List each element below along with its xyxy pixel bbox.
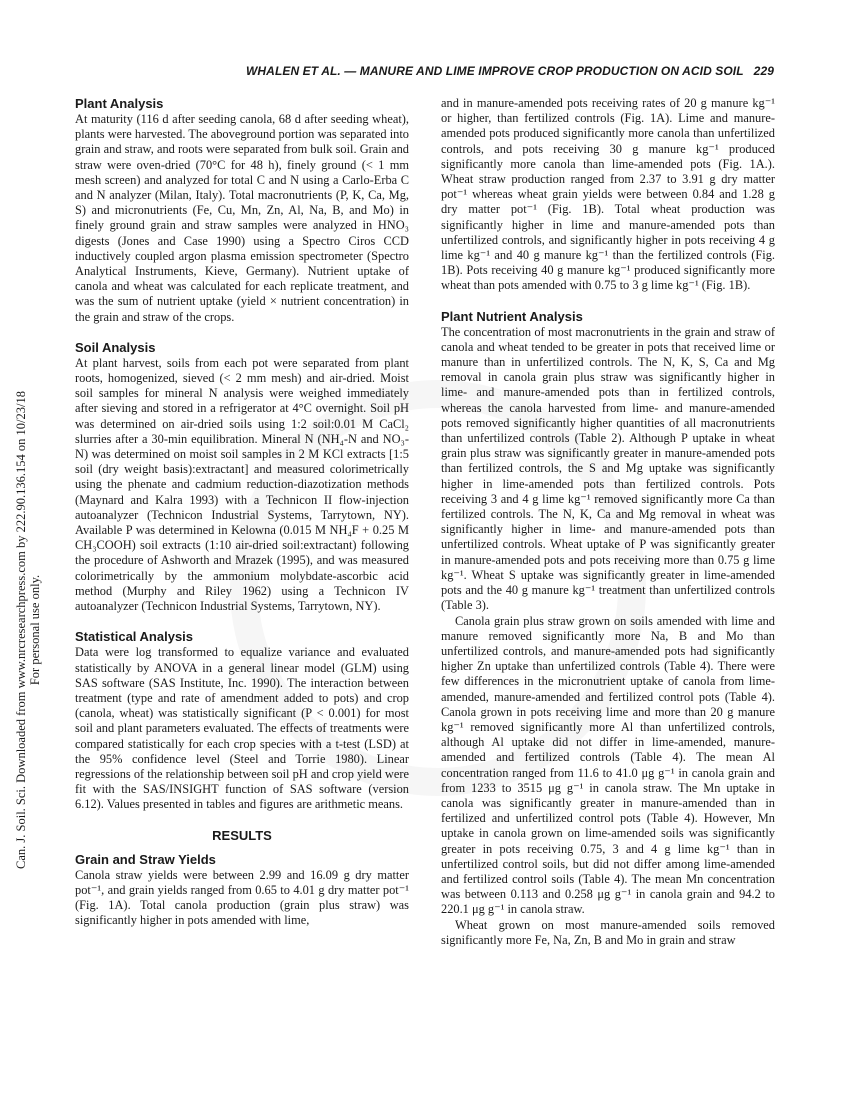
statistical-analysis-paragraph: Data were log transformed to equalize variance and evaluated statistically by ANOVA in a general linear model (GLM) using SAS software (SAS Institute, Inc. 1990). The interaction between treatment (type and rate of amendment added to pots) and crop (canola, wheat) was statistically significant (P < 0.001) for most soil and plant parameters evaluated. The effects of treatments were compared statistically for each crop species with a t-test (LSD) at the 95% confidence level (Steel and Torrie 1980). Linear regressions of the relationship between soil pH and crop yield were fit with the SAS/INSIGHT function of SAS software (version 6.12). Values presented in tables and figures are arithmetic means. [75,645,409,812]
soil-analysis-paragraph: At plant harvest, soils from each pot were separated from plant roots, homogenized, sieved (< 2 mm mesh) and air-dried. Moist soil samples for mineral N analysis were weighed immediately after sieving and stored in a refrigerator at 4°C overnight. Soil pH was determined on air-dried soils using 1:2 soil:0.01 M CaCl₂ slurries after a 30-min equilibration. Mineral N (NH₄-N and NO₃-N) was determined on moist soil samples in 2 M KCl extracts [1:5 soil (dry weight basis):extractant] and measured colorimetrically using the phenate and cadmium reduction-diazotization methods (Maynard and Kalra 1993) with a Technicon II flow-injection autoanalyzer (Technicon Industrial Systems, Tarrytown, NY). Available P was determined in Kelowna (0.015 M NH₄F + 0.25 M CH₃COOH) soil extracts (1:10 air-dried soil:extractant) following the procedure of Ashworth and Mrazek (1995), and was measured colorimetrically by the ammonium molybdate-ascorbic acid method (Murphy and Riley 1962) using a Technicon IV autoanalyzer (Technicon Industrial Systems, Tarrytown, NY). [75,355,409,614]
running-head [0,64,774,78]
statistical-analysis-heading: Statistical Analysis [75,629,194,645]
yields-continued-paragraph: and in manure-amended pots receiving rates of 20 g manure kg⁻¹ or higher, than fertilized controls (Fig. 1A). Lime and manure-amended pots produced significantly more canola than unfertilized controls, and pots receiving 30 g manure kg⁻¹ produced significantly more canola than lime-amended pots (Fig. 1A.). Wheat straw production ranged from 2.37 to 3.91 g dry matter pot⁻¹ whereas wheat grain yields were between 0.84 and 1.28 g dry matter pot⁻¹ (Fig. 1B). Total wheat production was significantly higher in lime and manure-amended pots than unfertilized controls, and significantly higher in pots receiving 4 g lime kg⁻¹ and 40 g manure kg⁻¹ than the fertilized controls (Fig. 1B). Pots receiving 40 g manure kg⁻¹ produced significantly more wheat than pots amended with 0.75 to 3 g lime kg⁻¹ (Fig. 1B). [441,96,775,293]
plant-nutrient-analysis-heading: Plant Nutrient Analysis [441,308,583,324]
download-notice-line2: For personal use only. [28,574,42,686]
soil-analysis-heading: Soil Analysis [75,339,156,355]
left-column [75,96,409,928]
page-number: 229 [753,64,774,78]
nutrient-paragraph-1: The concentration of most macronutrients in the grain and straw of canola and wheat tended to be greater in pots that received lime or manure than in unfertilized controls. The N, K, S, Ca and Mg removal in canola grain plus straw was significantly higher in lime- and manure-amended pots than in fertilized controls, whereas the canola harvested from lime- and manure-amended pots removed significantly higher quantities of all macronutrients than unfertilized controls (Table 2). Although P uptake in wheat grain plus straw was significantly greater in manure-amended pots than fertilized controls, the S and Mg uptake was significantly higher in lime-amended pots than fertilized controls. Pots receiving 3 and 4 g lime kg⁻¹ removed significantly more Ca than fertilized controls. The N, K, Ca and Mg removal in wheat was significantly higher in lime- and manure-amended pots than unfertilized controls. Wheat uptake of P was significantly greater in manure-amended pots and pots receiving more than 0.75 g lime kg⁻¹. Wheat S uptake was significantly greater in lime-amended pots and the 40 g manure kg⁻¹ treatment than unfertilized controls (Table 3). [441,324,775,613]
grain-straw-yields-paragraph: Canola straw yields were between 2.99 and 16.09 g dry matter pot⁻¹, and grain yields ranged from 0.65 to 4.01 g dry matter pot⁻¹ (Fig. 1A). Total canola production (grain plus straw) was significantly higher in pots amended with lime, [75,867,409,928]
results-heading: RESULTS [212,827,272,843]
plant-analysis-paragraph: At maturity (116 d after seeding canola, 68 d after seeding wheat), plants were harvested. The aboveground portion was separated into grain and straw, and roots were separated from bulk soil. Grain and straw were oven-dried (70°C for 48 h), finely ground (< 1 mm mesh screen) and analyzed for total C and N using a Carlo-Erba C and N analyzer (Milan, Italy). Total macronutrients (P, K, Ca, Mg, S) and micronutrients (Fe, Cu, Mn, Zn, Al, Na, B, and Mo) in finely ground grain and straw samples were analyzed in HNO₃ digests (Jones and Case 1990) using a Spectro Ciros CCD inductively coupled argon plasma emission spectrometer (Spectro Analytical Instruments, Kieve, Germany). Nutrient uptake of canola and wheat was calculated for each replicate treatment, and was the sum of nutrient uptake (yield × nutrient concentration) in the grain and straw of the crops. [75,112,409,324]
running-title: WHALEN ET AL. — MANURE AND LIME IMPROVE CROP PRODUCTION ON ACID SOIL [245,64,744,78]
grain-straw-yields-heading: Grain and Straw Yields [75,851,216,867]
download-notice [14,250,42,1010]
nutrient-paragraph-3: Wheat grown on most manure-amended soils removed significantly more Fe, Na, Zn, B and Mo in grain and straw [441,917,775,947]
right-column [441,96,775,948]
nutrient-paragraph-2: Canola grain plus straw grown on soils amended with lime and manure removed significantly more Na, B and Mo than unfertilized controls, and manure-amended pots had significantly higher Zn uptake than unfertilized controls (Table 4). There were few differences in the micronutrient uptake of canola from lime-amended, manure-amended and fertilized control pots (Table 4). Canola grown in pots receiving lime and more than 20 g manure kg⁻¹ removed significantly more Al than unfertilized controls, although Al uptake did not differ in lime-amended, manure-amended and fertilized controls (Table 4). The mean Al concentration ranged from 11.6 to 41.0 μg g⁻¹ in canola grain and from 1233 to 3515 μg g⁻¹ in canola straw. The Mn uptake in canola was significantly greater in manure-amended than in fertilized and unfertilized control pots (Table 4). However, Mn uptake in canola grown on lime-amended soils was significantly greater in pots receiving 0.75, 3 and 4 g lime kg⁻¹ than in unfertilized control soils, but did not differ among lime-amended and fertilized control soils (Table 4). The mean Mn concentration was between 0.113 and 0.258 μg g⁻¹ in canola grain and 94.2 to 220.1 μg g⁻¹ in canola straw. [441,613,775,917]
plant-analysis-heading: Plant Analysis [75,96,164,111]
download-notice-line1: Can. J. Soil. Sci. Downloaded from www.nrcresearchpress.com by 222.90.136.154 on 10/23/18 [14,391,28,869]
